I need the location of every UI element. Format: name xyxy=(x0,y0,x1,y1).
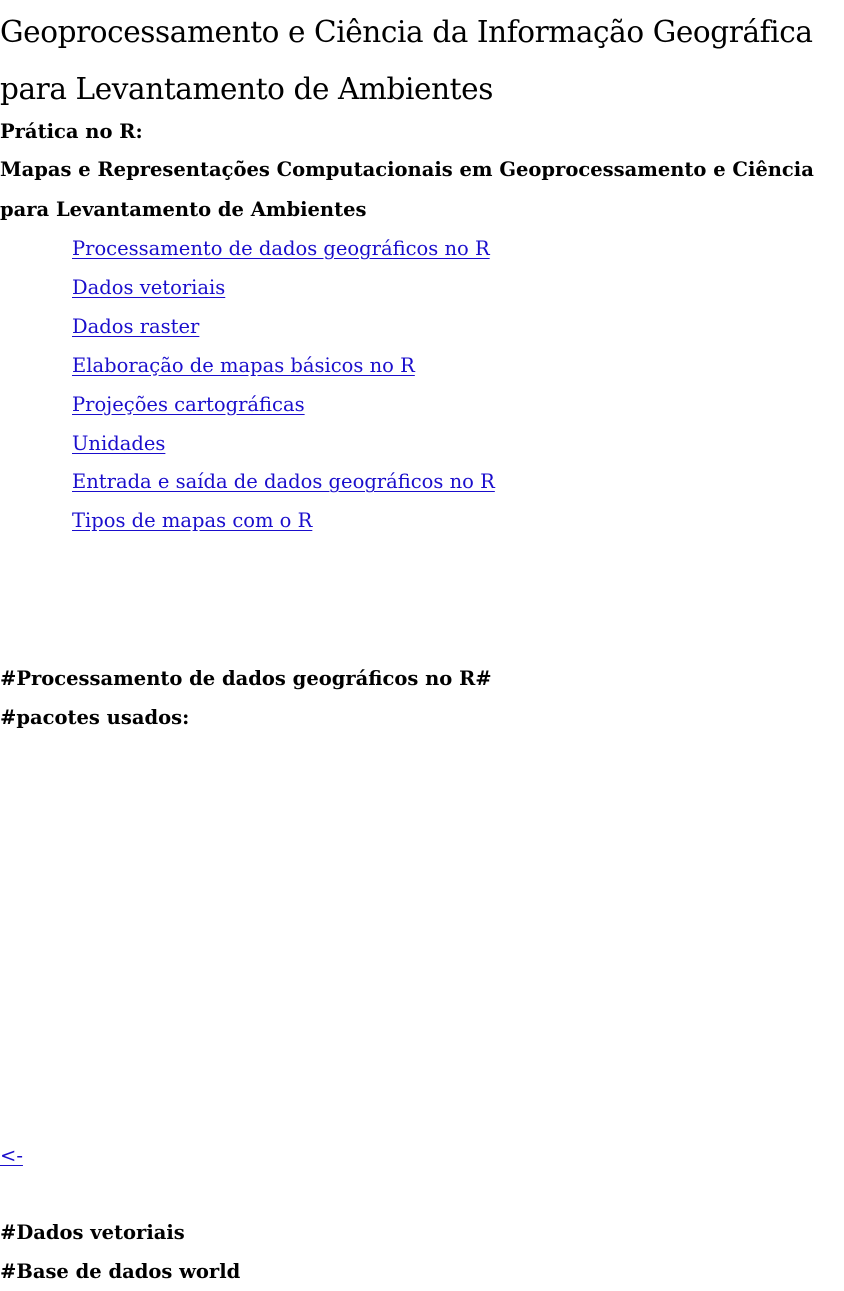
section-heading-processamento: #Processamento de dados geográficos no R# xyxy=(0,667,492,690)
toc-link-mapas-basicos[interactable]: Elaboração de mapas básicos no R xyxy=(72,353,415,377)
toc-link-processamento[interactable]: Processamento de dados geográficos no R xyxy=(72,237,490,260)
toc-item xyxy=(72,386,495,425)
toc-link-entrada-saida[interactable]: Entrada e saída de dados geográficos no R xyxy=(72,470,495,494)
toc-item xyxy=(72,463,495,502)
practice-label: Prática no R: xyxy=(0,120,143,143)
toc-link-dados-vetoriais[interactable]: Dados vetoriais xyxy=(72,275,226,299)
toc-item xyxy=(72,347,495,386)
toc-item xyxy=(72,269,495,308)
page-subtitle: Mapas e Representações Computacionais em Geoprocessamento e Ciência para Levantamento de Ambientes xyxy=(0,158,814,221)
toc-link-tipos-mapas[interactable]: Tipos de mapas com o R xyxy=(72,509,313,533)
page-title: Geoprocessamento e Ciência da Informação Geográfica para Levantamento de Ambientes xyxy=(0,15,813,106)
toc-item xyxy=(72,502,495,541)
toc-link-projecoes[interactable]: Projeções cartográficas xyxy=(72,392,305,416)
toc-item xyxy=(72,230,495,269)
packages-label: #pacotes usados: xyxy=(0,706,190,729)
back-link[interactable]: <- xyxy=(0,1144,23,1167)
table-of-contents xyxy=(72,230,495,541)
section-heading-dados-vetoriais: #Dados vetoriais xyxy=(0,1221,185,1244)
toc-link-dados-raster[interactable]: Dados raster xyxy=(72,314,200,338)
toc-item xyxy=(72,425,495,464)
section-heading-base-world: #Base de dados world xyxy=(0,1260,241,1283)
toc-link-unidades[interactable]: Unidades xyxy=(72,431,166,455)
toc-item xyxy=(72,308,495,347)
